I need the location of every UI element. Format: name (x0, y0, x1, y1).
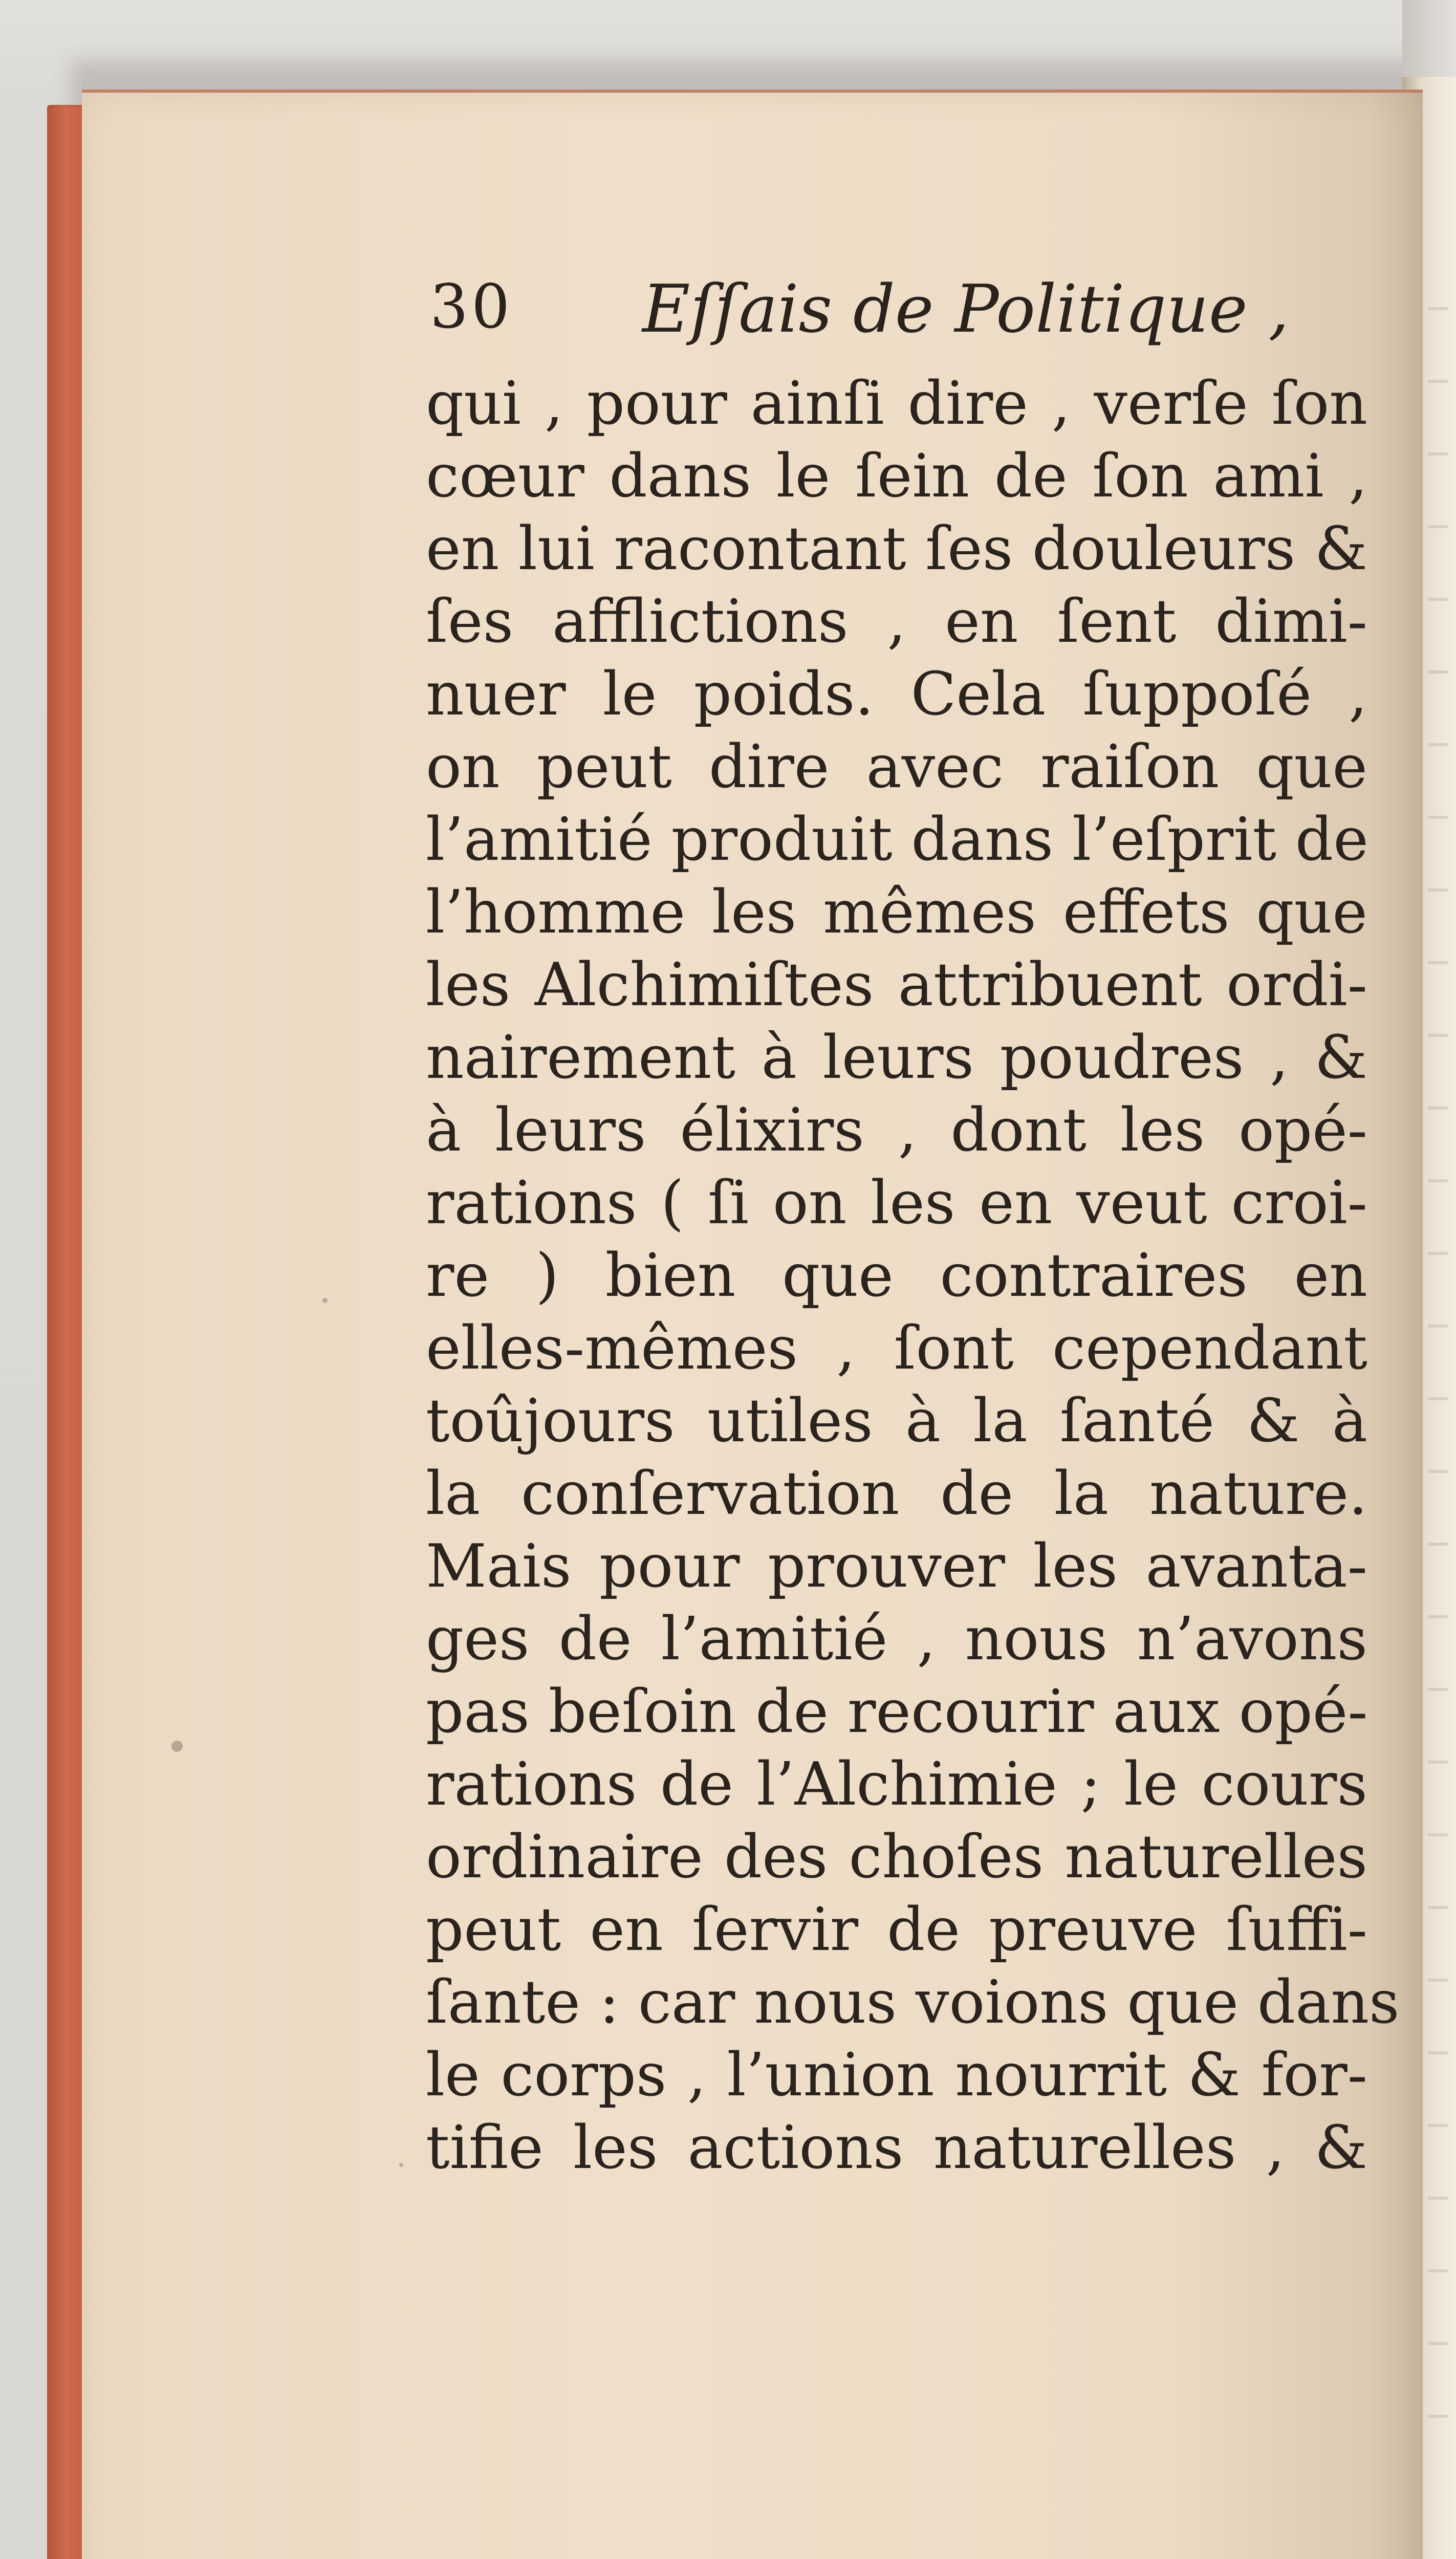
text-line: cœur dans le ſein de ſon ami , (426, 442, 1367, 511)
text-line: la conſervation de la nature. (426, 1459, 1367, 1528)
paper-speck (171, 1741, 183, 1752)
text-line: à leurs élixirs , dont les opé- (426, 1096, 1367, 1165)
text-line: ſante : car nous voions que dans (426, 1968, 1400, 2037)
text-line: Mais pour prouver les avanta- (426, 1532, 1367, 1601)
facing-page-top (1402, 0, 1456, 90)
text-line: rations de l’Alchimie ; le cours (426, 1750, 1367, 1819)
page-number: 30 (430, 271, 513, 342)
paper-speck (322, 1298, 328, 1303)
text-line: elles-mêmes , ſont cependant (426, 1314, 1367, 1383)
running-title: Eſſais de Politique , (642, 271, 1289, 348)
text-line: le corps , l’union nourrit & for- (426, 2041, 1367, 2110)
facing-page-bleed-through (1428, 307, 1448, 2457)
text-line: tifie les actions naturelles , & (426, 2113, 1367, 2182)
text-line: en lui racontant ſes douleurs & (426, 514, 1367, 583)
text-line: l’homme les mêmes effets que (426, 878, 1367, 947)
text-line: peut en ſervir de preuve ſuffi- (426, 1895, 1367, 1964)
text-line: ordinaire des choſes naturelles (426, 1823, 1367, 1892)
text-line: ges de l’amitié , nous n’avons (426, 1604, 1367, 1674)
text-line: ſes afflictions , en ſent dimi- (426, 587, 1367, 656)
text-line: re ) bien que contraires en (426, 1241, 1367, 1310)
running-head (430, 271, 1402, 374)
text-line: on peut dire avec raiſon que (426, 732, 1367, 801)
text-line: nuer le poids. Cela ſuppoſé , (426, 660, 1367, 729)
text-line: qui , pour ainſi dire , verſe ſon (426, 369, 1367, 438)
text-line: nairement à leurs poudres , & (426, 1023, 1367, 1092)
text-line: rations ( ſi on les en veut croi- (426, 1168, 1367, 1238)
text-line: toûjours utiles à la ſanté & à (426, 1386, 1367, 1456)
paper-speck (399, 2163, 403, 2167)
text-line: les Alchimiſtes attribuent ordi- (426, 950, 1367, 1020)
text-line: pas beſoin de recourir aux opé- (426, 1677, 1368, 1746)
body-text (426, 367, 1400, 2184)
text-line: l’amitié produit dans l’eſprit de (426, 805, 1368, 874)
